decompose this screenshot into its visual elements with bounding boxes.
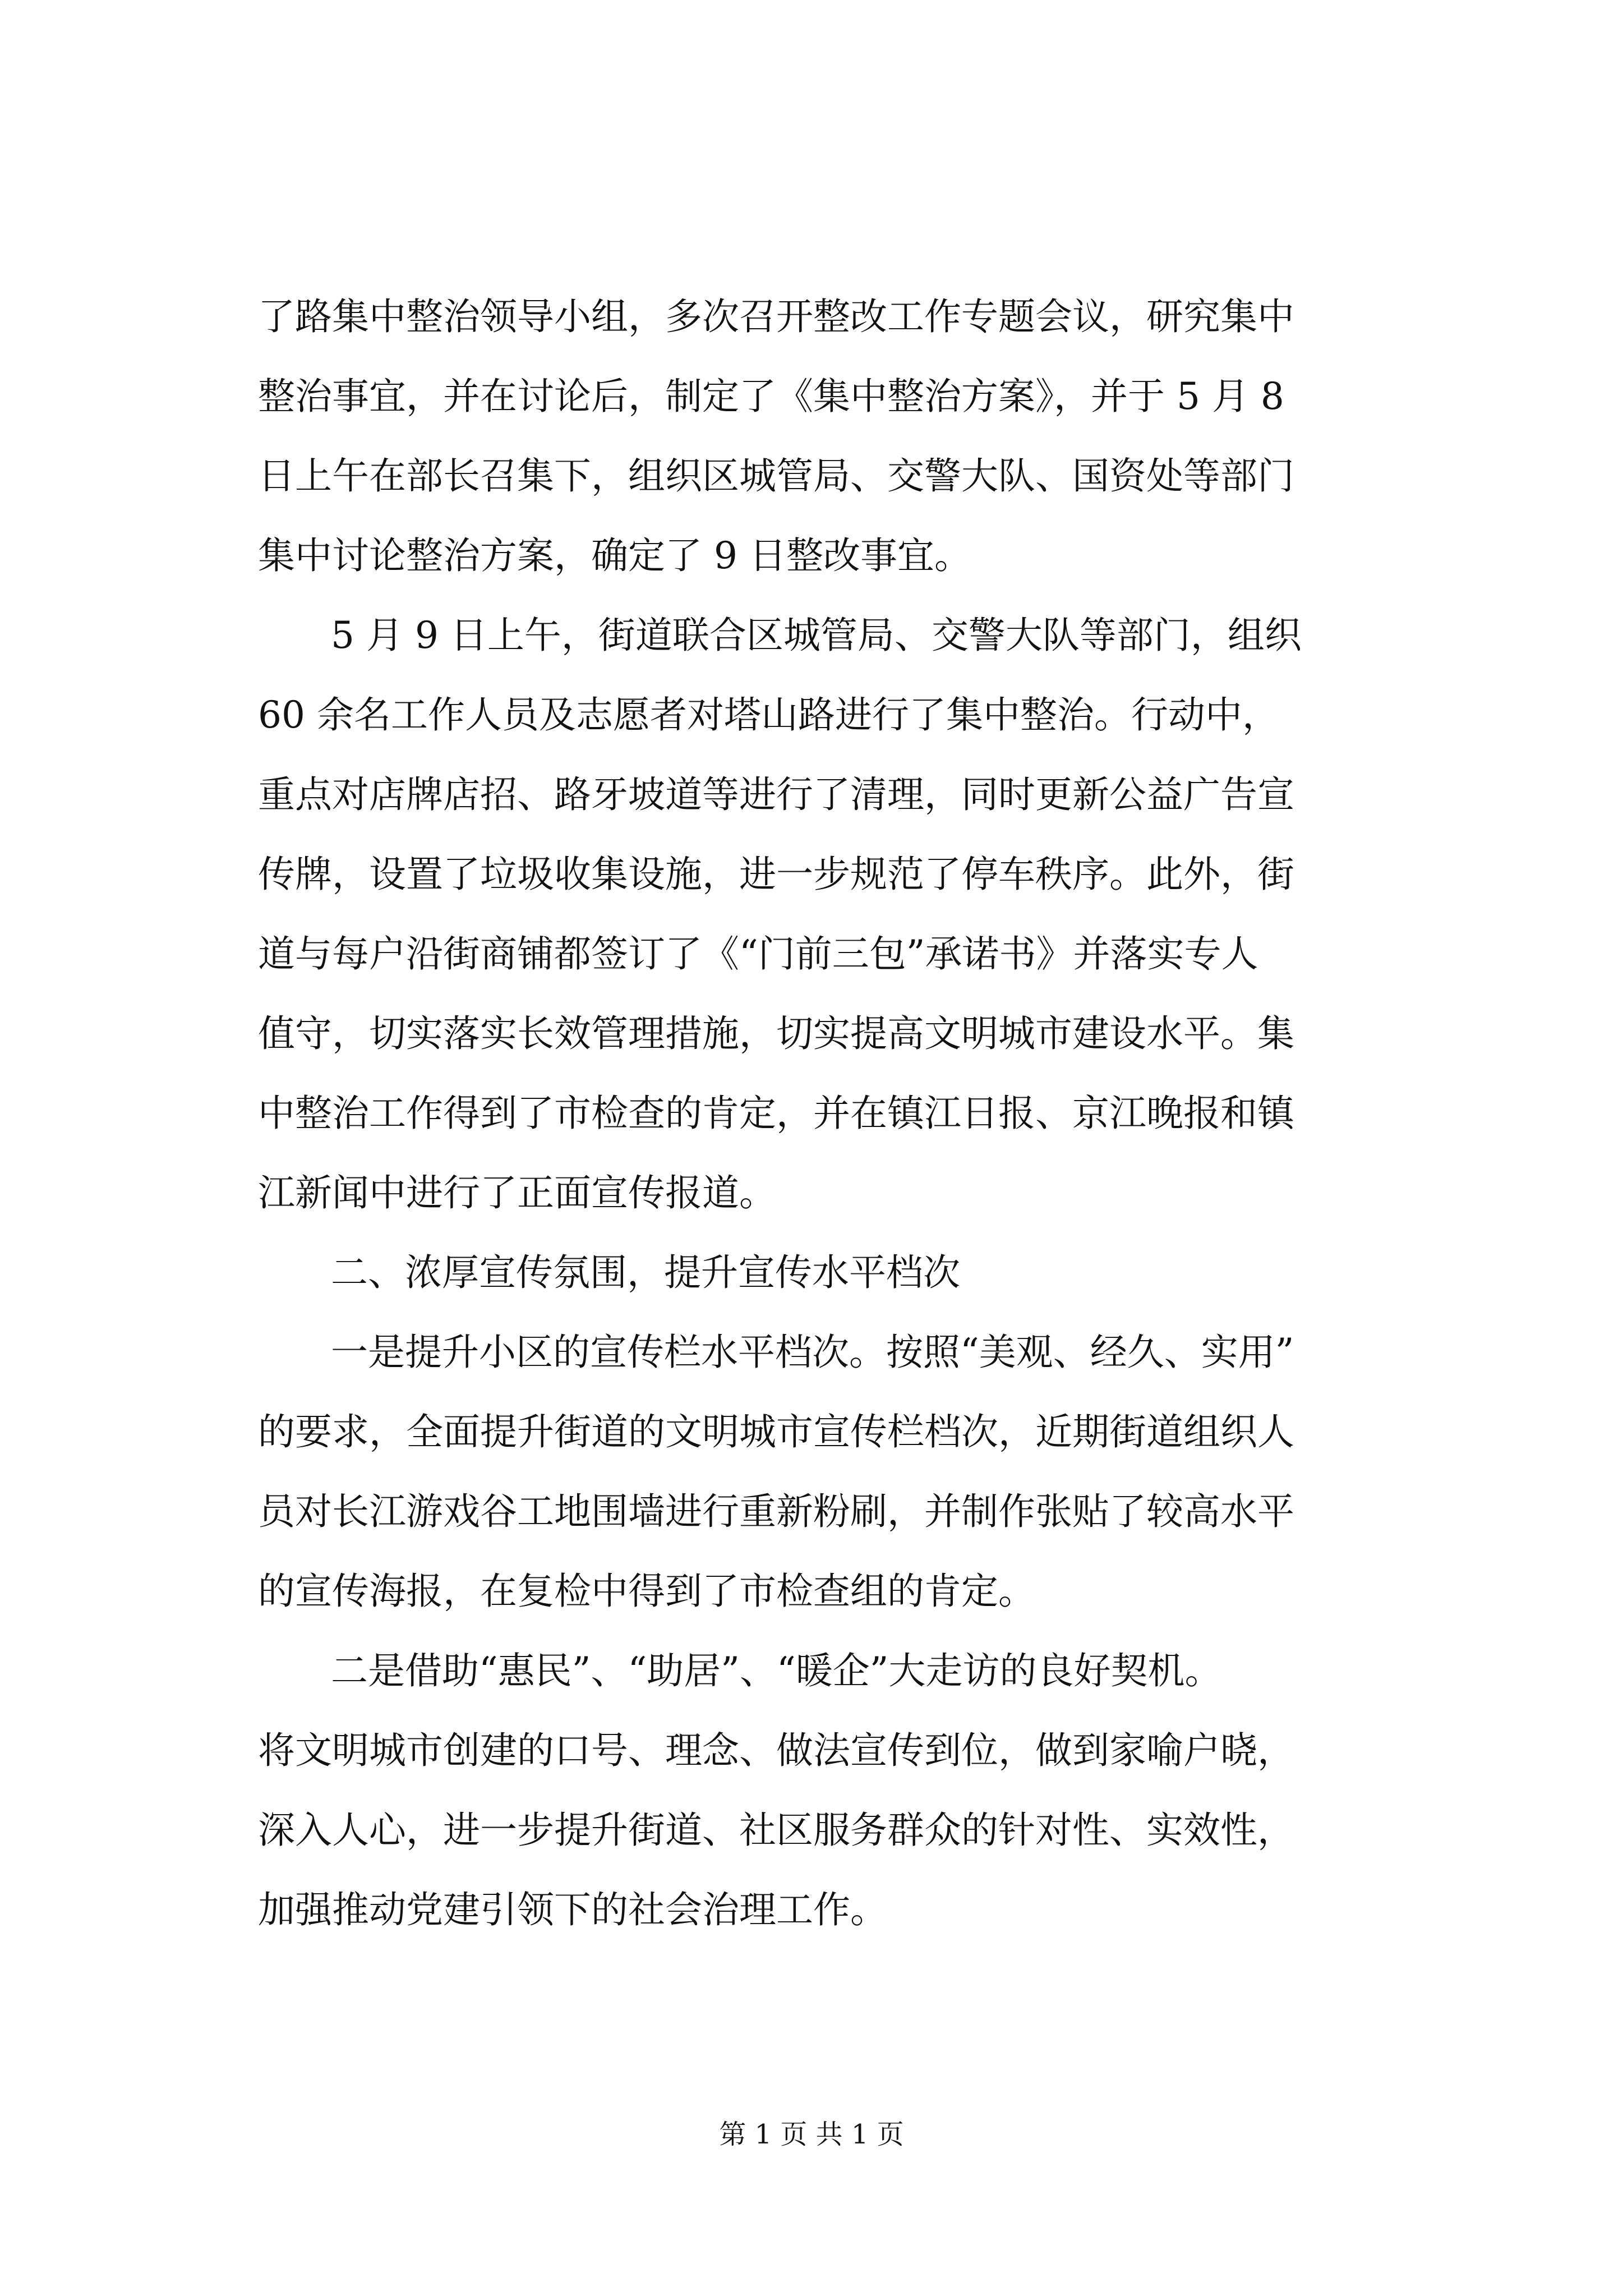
- text-line: 加强推动党建引领下的社会治理工作。: [258, 1888, 887, 1931]
- text-line: 江新闻中进行了正面宣传报道。: [258, 1171, 776, 1214]
- paragraph-first-line: 二是借助“惠民”、“助居”、“暖企”大走访的良好契机。: [331, 1649, 1222, 1692]
- text-line: 深入人心，进一步提升街道、社区服务群众的针对性、实效性，: [258, 1809, 1294, 1852]
- text-line: 值守，切实落实长效管理措施，切实提高文明城市建设水平。集: [258, 1012, 1294, 1055]
- text-line: 中整治工作得到了市检查的肯定，并在镇江日报、京江晚报和镇: [258, 1092, 1294, 1135]
- section-heading: 二、浓厚宣传氛围，提升宣传水平档次: [331, 1251, 960, 1294]
- page-footer: 第 1 页 共 1 页: [719, 2119, 904, 2150]
- paragraph-first-line: 一是提升小区的宣传栏水平档次。按照“美观、经久、实用”: [331, 1331, 1294, 1374]
- text-line: 60 余名工作人员及志愿者对塔山路进行了集中整治。行动中，: [258, 693, 1279, 737]
- text-line: 传牌，设置了垃圾收集设施，进一步规范了停车秩序。此外，街: [258, 853, 1294, 896]
- text-line: 重点对店牌店招、路牙坡道等进行了清理，同时更新公益广告宣: [258, 773, 1294, 816]
- text-line: 将文明城市创建的口号、理念、做法宣传到位，做到家喻户晓，: [258, 1729, 1294, 1772]
- text-line: 了路集中整治领导小组，多次召开整改工作专题会议，研究集中: [258, 295, 1294, 338]
- text-line: 道与每户沿街商铺都签订了《“门前三包”承诺书》并落实专人: [258, 932, 1258, 976]
- text-line: 集中讨论整治方案，确定了 9 日整改事宜。: [258, 534, 971, 577]
- text-line: 的要求，全面提升街道的文明城市宣传栏档次，近期街道组织人: [258, 1410, 1294, 1453]
- text-line: 的宣传海报，在复检中得到了市检查组的肯定。: [258, 1570, 1035, 1613]
- text-line: 员对长江游戏谷工地围墙进行重新粉刷，并制作张贴了较高水平: [258, 1490, 1294, 1533]
- text-line: 日上午在部长召集下，组织区城管局、交警大队、国资处等部门: [258, 454, 1294, 498]
- paragraph-first-line: 5 月 9 日上午，街道联合区城管局、交警大队等部门，组织: [331, 614, 1302, 657]
- text-line: 整治事宜，并在讨论后，制定了《集中整治方案》，并于 5 月 8: [258, 375, 1284, 418]
